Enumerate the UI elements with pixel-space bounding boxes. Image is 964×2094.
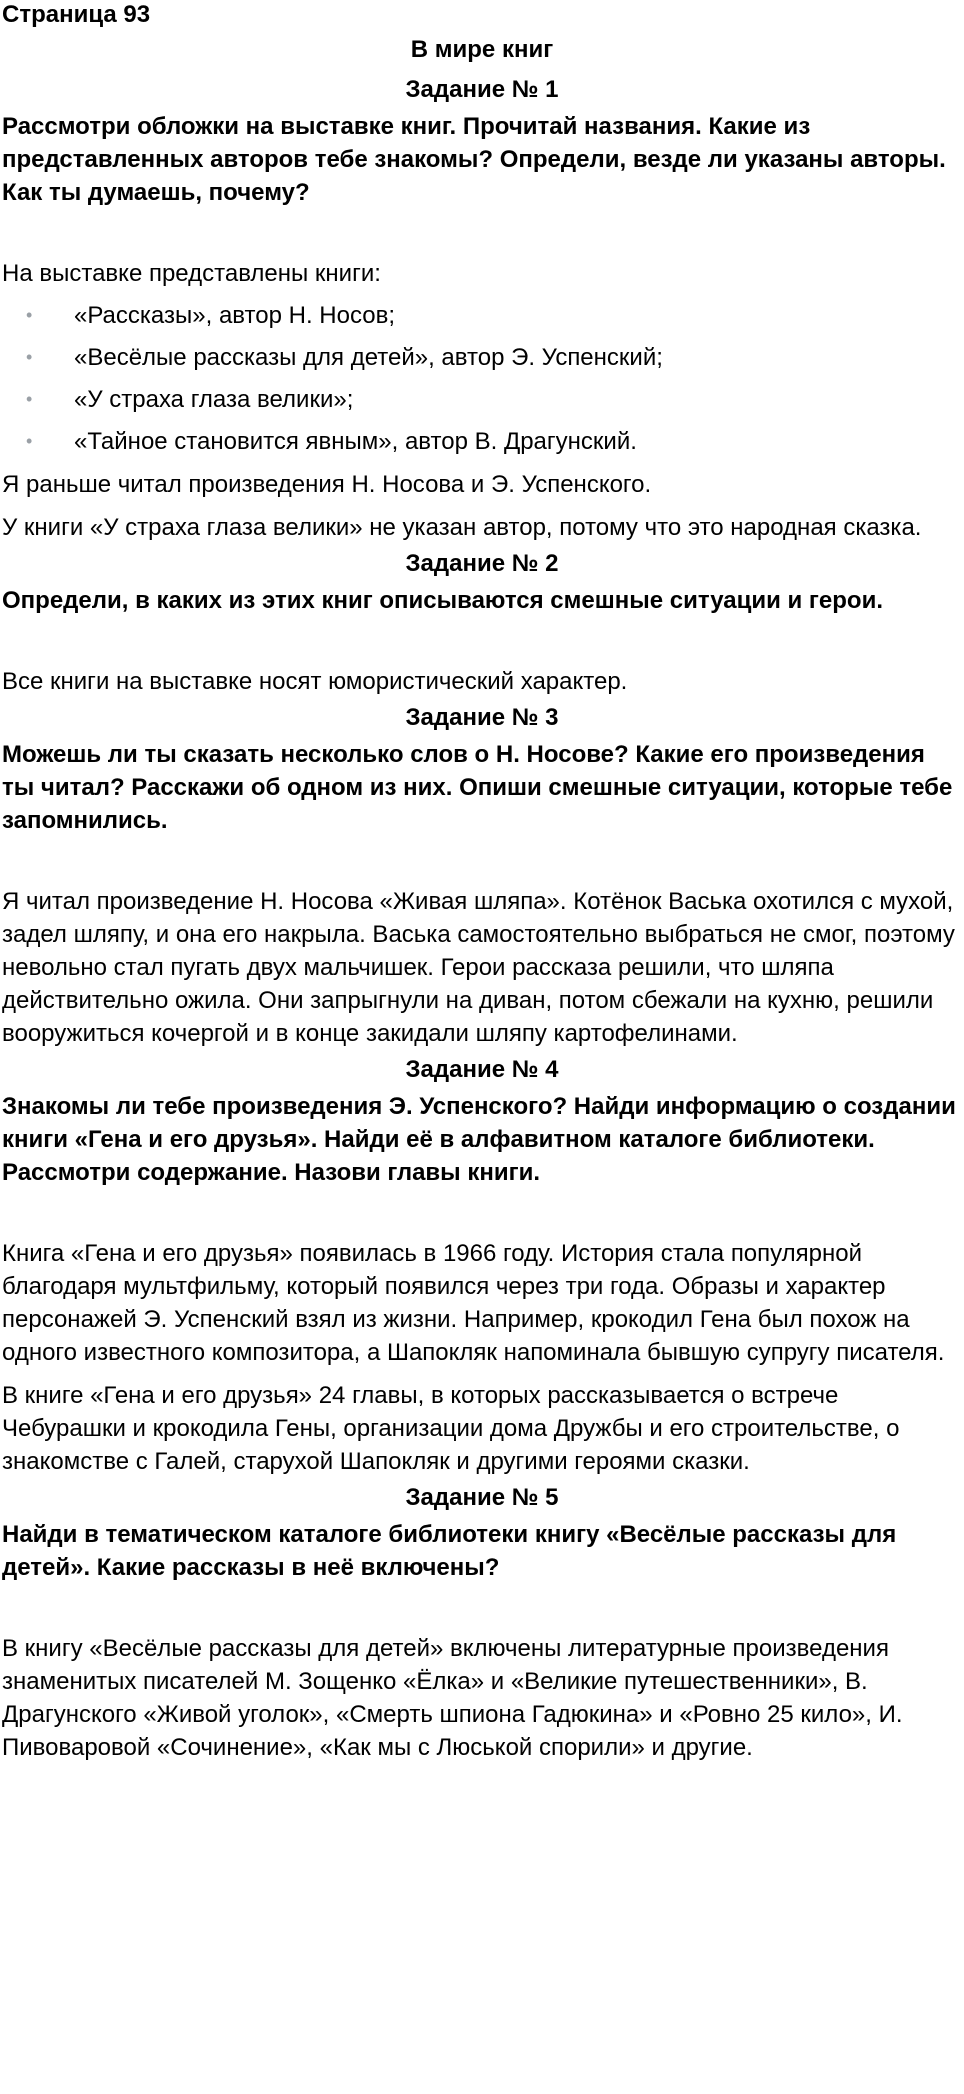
task-question: Знакомы ли тебе произведения Э. Успенского? Найди информацию о создании книги «Гена и его друзья». Найди её в алфавитном каталоге библиотеки. Рассмотри содержание. Назови главы книги. <box>2 1093 956 1186</box>
task-2 <box>2 544 962 698</box>
task-5 <box>2 1478 962 1764</box>
answer-paragraph: Я читал произведение Н. Носова «Живая шляпа». Котёнок Васька охотился с мухой, задел шляпу, и она его накрыла. Васька самостоятельно выбраться не смог, поэтому невольно стал пугать двух мальчишек. Герои рассказа решили, что шляпа действительно ожила. Они запрыгнули на диван, потом сбежали на кухню, решили вооружиться кочергой и в конце закидали шляпу картофелинами. <box>2 888 955 1047</box>
task-heading: Задание № 5 <box>405 1484 559 1511</box>
list-item <box>2 341 962 374</box>
answer-paragraph: Книга «Гена и его друзья» появилась в 1966 году. История стала популярной благодаря мультфильму, который появился через три года. Образы и характер персонажей Э. Успенский взял из жизни. Например, крокодил Гена был похож на одного известного композитора, а Шапокляк напоминала бывшую супругу писателя. <box>2 1240 945 1366</box>
list-item <box>2 383 962 416</box>
answer-paragraph: Я раньше читал произведения Н. Носова и Э. Успенского. <box>2 471 652 498</box>
page-label: Страница 93 <box>2 1 151 28</box>
answer-paragraph: Все книги на выставке носят юмористический характер. <box>2 668 628 695</box>
task-4 <box>2 1050 962 1478</box>
bullet-icon: • <box>26 431 33 451</box>
task-heading: Задание № 1 <box>405 76 559 103</box>
task-question: Найди в тематическом каталоге библиотеки книгу «Весёлые рассказы для детей». Какие рассказы в неё включены? <box>2 1521 897 1581</box>
list-item-text: «У страха глаза велики»; <box>74 386 354 413</box>
list-item-text: «Тайное становится явным», автор В. Драгунский. <box>74 428 637 455</box>
section-title: В мире книг <box>410 36 554 63</box>
task-heading: Задание № 2 <box>405 550 559 577</box>
task-question: Определи, в каких из этих книг описываются смешные ситуации и герои. <box>2 587 884 614</box>
bullet-icon: • <box>26 305 33 325</box>
list-item <box>2 299 962 332</box>
answer-intro: На выставке представлены книги: <box>2 260 381 287</box>
answer-paragraph: В книге «Гена и его друзья» 24 главы, в которых рассказывается о встрече Чебурашки и крокодила Гены, организации дома Дружбы и его строительстве, о знакомстве с Галей, старухой Шапокляк и другими героями сказки. <box>2 1382 900 1475</box>
bullet-icon: • <box>26 347 33 367</box>
task-heading: Задание № 3 <box>405 704 559 731</box>
task-3 <box>2 698 962 1050</box>
list-item-text: «Весёлые рассказы для детей», автор Э. Успенский; <box>74 344 663 371</box>
task-question: Можешь ли ты сказать несколько слов о Н. Носове? Какие его произведения ты читал? Расскажи об одном из них. Опиши смешные ситуации, которые тебе запомнились. <box>2 741 953 834</box>
answer-paragraph: У книги «У страха глаза велики» не указан автор, потому что это народная сказка. <box>2 514 922 541</box>
book-list <box>2 299 962 458</box>
task-question: Рассмотри обложки на выставке книг. Прочитай названия. Какие из представленных авторов тебе знакомы? Определи, везде ли указаны авторы. Как ты думаешь, почему? <box>2 113 946 206</box>
task-1 <box>2 70 962 544</box>
list-item-text: «Рассказы», автор Н. Носов; <box>74 302 395 329</box>
bullet-icon: • <box>26 389 33 409</box>
task-heading: Задание № 4 <box>405 1056 559 1083</box>
list-item <box>2 425 962 458</box>
answer-paragraph: В книгу «Весёлые рассказы для детей» включены литературные произведения знаменитых писателей М. Зощенко «Ёлка» и «Великие путешественники», В. Драгунского «Живой уголок», «Смерть шпиона Гадюкина» и «Ровно 25 кило», И. Пивоваровой «Сочинение», «Как мы с Люськой спорили» и другие. <box>2 1635 903 1761</box>
